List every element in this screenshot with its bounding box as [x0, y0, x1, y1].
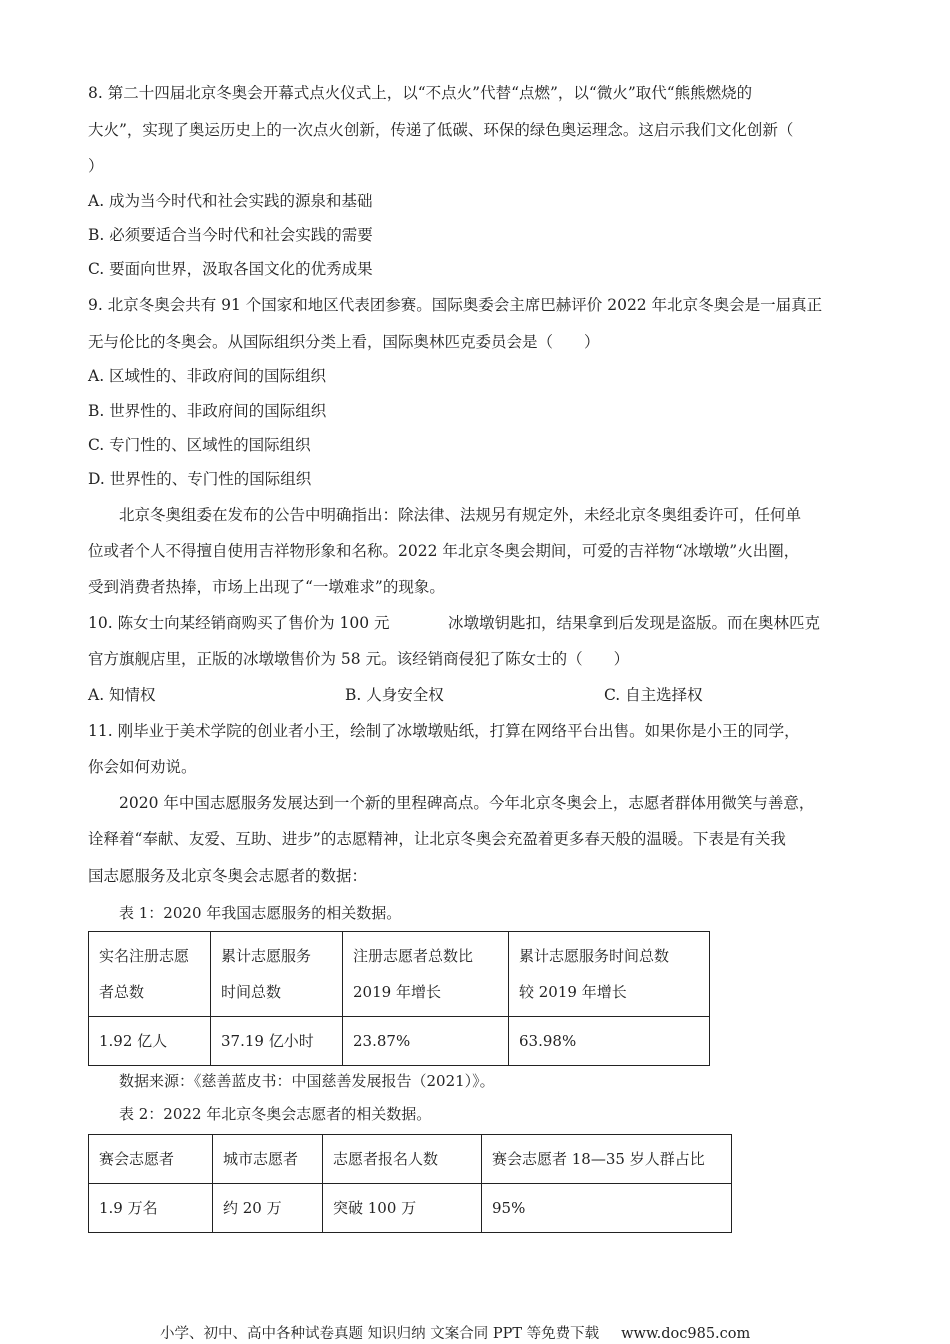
q9-option-d: D. 世界性的、专门性的国际组织	[88, 470, 312, 488]
table1	[88, 931, 710, 1066]
footer-text: 小学、初中、高中各种试卷真题 知识归纳 文案合同 PPT 等免费下载	[160, 1326, 600, 1342]
table1-source: 数据来源：《慈善蓝皮书：中国慈善发展报告（2021）》。	[119, 1072, 495, 1090]
table2-value-row	[89, 1184, 732, 1233]
footer-url-link[interactable]: www.doc985.com	[621, 1326, 751, 1342]
table1-cell: 1.92 亿人	[89, 1017, 211, 1066]
table2-header-row	[89, 1135, 732, 1184]
table1-header-line: 累计志愿服务	[221, 947, 312, 965]
material1-line-2: 位或者个人不得擅自使用吉祥物形象和名称。2022 年北京冬奥会期间，可爱的吉祥物“冰墩墩”火出圈，	[88, 542, 800, 560]
table2-cell: 突破 100 万	[323, 1184, 482, 1233]
table2-header-cell: 城市志愿者	[213, 1135, 323, 1184]
table2-header-cell: 赛会志愿者 18—35 岁人群占比	[482, 1135, 732, 1184]
material1-line-1: 北京冬奥组委在发布的公告中明确指出：除法律、法规另有规定外，未经北京冬奥组委许可，任何单	[119, 506, 802, 524]
q8-line-1: 8. 第二十四届北京冬奥会开幕式点火仪式上，以“不点火”代替“点燃”，以“微火”取代“熊熊燃烧的	[88, 84, 753, 102]
table1-caption: 表 1：2020 年我国志愿服务的相关数据。	[119, 904, 402, 922]
material1-line-3: 受到消费者热捧，市场上出现了“一墩难求”的现象。	[88, 578, 445, 596]
q9-line-2: 无与伦比的冬奥会。从国际组织分类上看，国际奥林匹克委员会是（ ）	[88, 333, 600, 351]
table1-value-row	[89, 1017, 710, 1066]
table1-header-line: 实名注册志愿	[99, 947, 190, 965]
q10-line-1b: 冰墩墩钥匙扣，结果拿到后发现是盗版。而在奥林匹克	[448, 614, 821, 632]
table1-cell: 63.98%	[509, 1017, 710, 1066]
q11-line-2: 你会如何劝说。	[88, 758, 197, 776]
material2-line-3: 国志愿服务及北京冬奥会志愿者的数据：	[88, 867, 368, 885]
table1-cell: 37.19 亿小时	[211, 1017, 343, 1066]
table2-header-cell: 志愿者报名人数	[323, 1135, 482, 1184]
table1-cell: 23.87%	[343, 1017, 509, 1066]
q8-option-c: C. 要面向世界，汲取各国文化的优秀成果	[88, 260, 373, 278]
table1-header-cell	[343, 932, 509, 1017]
q8-line-2: 大火”，实现了奥运历史上的一次点火创新，传递了低碳、环保的绿色奥运理念。这启示我们文化创新（	[88, 121, 794, 139]
q10-option-a: A. 知情权	[88, 686, 156, 704]
table1-header-row	[89, 932, 710, 1017]
q9-option-a: A. 区域性的、非政府间的国际组织	[88, 367, 327, 385]
q8-option-a: A. 成为当今时代和社会实践的源泉和基础	[88, 192, 373, 210]
material2-line-1: 2020 年中国志愿服务发展达到一个新的里程碑高点。今年北京冬奥会上，志愿者群体用微笑与善意，	[119, 794, 815, 812]
q10-option-c: C. 自主选择权	[604, 686, 703, 704]
table1-header-line: 2019 年增长	[353, 983, 441, 1001]
table1-header-cell	[211, 932, 343, 1017]
table1-header-line: 较 2019 年增长	[519, 983, 627, 1001]
table1-header-line: 时间总数	[221, 983, 282, 1001]
q10-option-b: B. 人身安全权	[345, 686, 444, 704]
q8-line-3: ）	[88, 157, 104, 175]
q10-line-1a: 10. 陈女士向某经销商购买了售价为 100 元	[88, 614, 390, 632]
table1-header-cell	[89, 932, 211, 1017]
table1-header-line: 累计志愿服务时间总数	[519, 947, 670, 965]
table1-header-cell	[509, 932, 710, 1017]
table2	[88, 1134, 732, 1233]
page-footer	[160, 1322, 750, 1343]
table1-header-line: 注册志愿者总数比	[353, 947, 474, 965]
q9-option-c: C. 专门性的、区域性的国际组织	[88, 436, 311, 454]
q9-option-b: B. 世界性的、非政府间的国际组织	[88, 402, 327, 420]
q10-line-2: 官方旗舰店里，正版的冰墩墩售价为 58 元。该经销商侵犯了陈女士的（ ）	[88, 650, 630, 668]
table1-header-line: 者总数	[99, 983, 145, 1001]
material2-line-2: 诠释着“奉献、友爱、互助、进步”的志愿精神，让北京冬奥会充盈着更多春天般的温暖。下表是有关我	[88, 830, 786, 848]
q8-option-b: B. 必须要适合当今时代和社会实践的需要	[88, 226, 373, 244]
q11-line-1: 11. 刚毕业于美术学院的创业者小王，绘制了冰墩墩贴纸，打算在网络平台出售。如果你是小王的同学，	[88, 722, 800, 740]
table2-header-cell: 赛会志愿者	[89, 1135, 213, 1184]
table2-caption: 表 2：2022 年北京冬奥会志愿者的相关数据。	[119, 1105, 432, 1123]
table2-cell: 1.9 万名	[89, 1184, 213, 1233]
table2-cell: 95%	[482, 1184, 732, 1233]
q9-line-1: 9. 北京冬奥会共有 91 个国家和地区代表团参赛。国际奥委会主席巴赫评价 2022 年北京冬奥会是一届真正	[88, 296, 823, 314]
table2-cell: 约 20 万	[213, 1184, 323, 1233]
